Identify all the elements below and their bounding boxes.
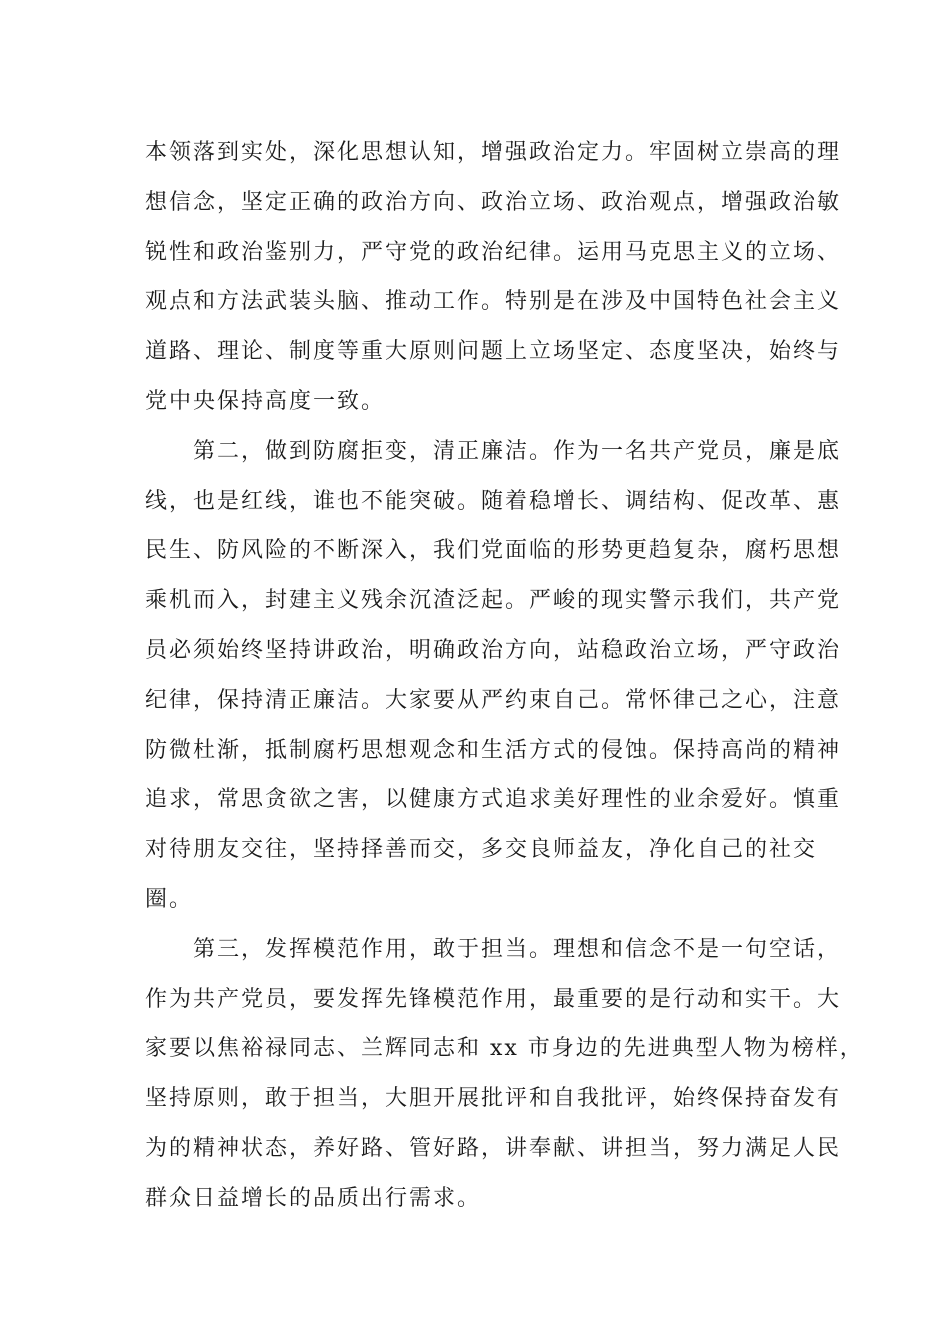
text-line: 坚持原则，敢于担当，大胆开展批评和自我批评，始终保持奋发有 [145, 1086, 842, 1112]
text-line: 第三，发挥模范作用，敢于担当。理想和信念不是一句空话， [193, 936, 842, 962]
text-line: 民生、防风险的不断深入，我们党面临的形势更趋复杂，腐朽思想 [145, 538, 842, 564]
text-line: 员必须始终坚持讲政治，明确政治方向，站稳政治立场，严守政治 [145, 637, 842, 663]
text-line: 本领落到实处，深化思想认知，增强政治定力。牢固树立崇高的理 [145, 140, 842, 165]
text-line: 对待朋友交往，坚持择善而交，多交良师益友，净化自己的社交 [145, 837, 818, 863]
text-line: 党中央保持高度一致。 [145, 388, 386, 414]
text-line: 观点和方法武装头脑、推动工作。特别是在涉及中国特色社会主义 [145, 289, 842, 315]
text-line: 线，也是红线，谁也不能突破。随着稳增长、调结构、促改革、惠 [145, 488, 842, 514]
text-line: 纪律，保持清正廉洁。大家要从严约束自己。常怀律己之心，注意 [145, 687, 842, 713]
text-line: 乘机而入，封建主义残余沉渣泛起。严峻的现实警示我们，共产党 [145, 588, 842, 614]
paragraph-second-integrity [145, 427, 842, 925]
text-line: 为的精神状态，养好路、管好路，讲奉献、讲担当，努力满足人民 [145, 1135, 842, 1161]
paragraph-political-conviction [145, 128, 842, 427]
paragraph-third-exemplary-role [145, 925, 864, 1224]
text-line: 作为共产党员，要发挥先锋模范作用，最重要的是行动和实干。大 [145, 986, 842, 1012]
text-line: 防微杜渐，抵制腐朽思想观念和生活方式的侵蚀。保持高尚的精神 [145, 737, 842, 763]
text-line: 第二，做到防腐拒变，清正廉洁。作为一名共产党员，廉是底 [193, 438, 842, 464]
text-line: 道路、理论、制度等重大原则问题上立场坚定、态度坚决，始终与 [145, 339, 842, 365]
text-line: 群众日益增长的品质出行需求。 [145, 1185, 482, 1211]
text-line: 家要以焦裕禄同志、兰辉同志和 xx 市身边的先进典型人物为榜样， [145, 1036, 864, 1062]
text-line: 追求，常思贪欲之害，以健康方式追求美好理性的业余爱好。慎重 [145, 787, 842, 813]
text-line: 想信念，坚定正确的政治方向、政治立场、政治观点，增强政治敏 [145, 189, 842, 215]
text-line: 圈。 [145, 886, 194, 912]
text-line: 锐性和政治鉴别力，严守党的政治纪律。运用马克思主义的立场、 [145, 239, 842, 265]
document-body [145, 128, 864, 1224]
